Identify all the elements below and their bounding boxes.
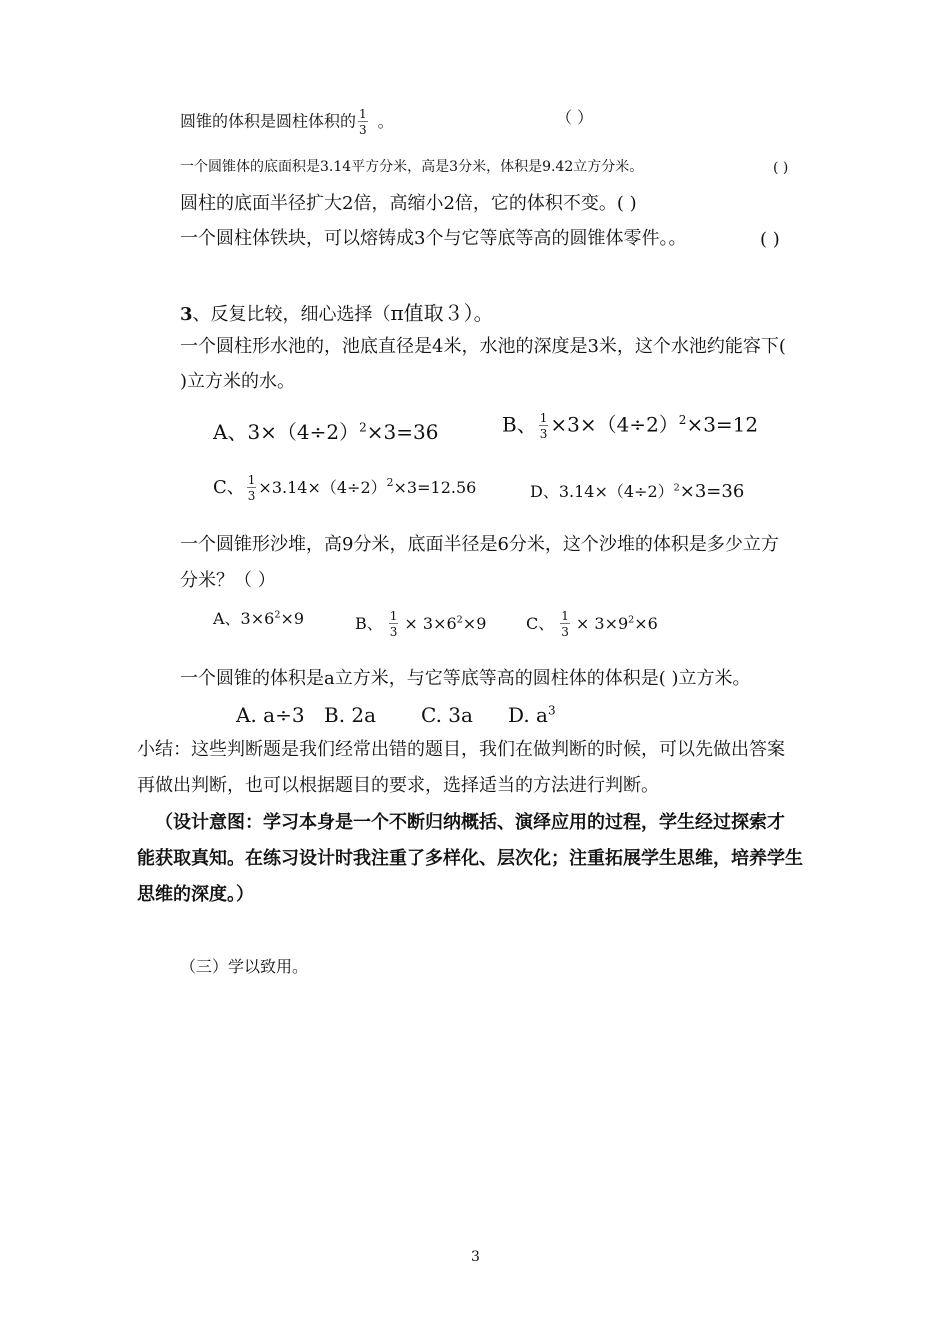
q3-option-d[interactable]: D. $a^3$ (508, 703, 556, 727)
page-number: 3 (471, 1249, 480, 1265)
summary-line-2: 再做出判断，也可以根据题目的要求，选择适当的方法进行判断。 (137, 775, 659, 796)
q3-line-1: 一个圆锥的体积是a立方米，与它等底等高的圆柱体的体积是( )立方米。 (180, 668, 751, 689)
fraction-one-third: $\frac{1}{3}$ (359, 107, 367, 137)
fraction-one-third: $\frac{1}{3}$ (561, 609, 569, 639)
q2-option-b[interactable]: B、 $\frac{1}{3}$ × $3\times 6^2\times 9$ (355, 609, 487, 639)
fraction-one-third: $\frac{1}{3}$ (247, 473, 256, 503)
q2-option-a[interactable]: A、$3\times 6^2\times 9$ (213, 608, 305, 628)
fraction-one-third: $\frac{1}{3}$ (539, 411, 548, 441)
judgment-2-answer-paren[interactable]: ( ) (773, 160, 789, 176)
q2-line-2: 分米？（ ） (180, 570, 276, 591)
design-intent-line-1: （设计意图：学习本身是一个不断归纳概括、演绎应用的过程，学生经过探索才 (155, 812, 785, 833)
judgment-3: 圆柱的底面半径扩大2倍，高缩小2倍，它的体积不变。( ) (180, 193, 637, 214)
q2-option-c[interactable]: C、 $\frac{1}{3}$ × $3\times 9^2\times 6$ (526, 609, 658, 639)
section-3-title: 3、反复比较，细心选择（π值取３）。 (180, 301, 494, 325)
q1-option-d[interactable]: D、$3.14\times(4\div 2)^2\times 3=36$ (530, 481, 745, 502)
judgment-4-answer-paren[interactable]: ( ) (760, 229, 780, 250)
judgment-4: 一个圆柱体铁块，可以熔铸成3个与它等底等高的圆锥体零件。。 (180, 228, 687, 249)
design-intent-line-2: 能获取真知。在练习设计时我注重了多样化、层次化；注重拓展学生思维，培养学生 (137, 848, 803, 869)
fraction-one-third: $\frac{1}{3}$ (389, 609, 398, 639)
q1-option-c[interactable]: C、 $\frac{1}{3}$ $\times 3.14\times(4\div 2)^2\times 3=12.56$ (213, 473, 477, 503)
q3-option-a[interactable]: A. a÷3 (236, 703, 305, 727)
judgment-2: 一个圆锥体的底面积是3.14平方分米，高是3分米，体积是9.42立方分米。 (180, 159, 644, 175)
q3-option-c[interactable]: C. 3a (421, 703, 473, 727)
q2-line-1: 一个圆锥形沙堆，高9分米，底面半径是6分米，这个沙堆的体积是多少立方 (180, 534, 779, 555)
q1-line-1: 一个圆柱形水池的，池底直径是4米，水池的深度是3米，这个水池约能容下( (180, 336, 786, 357)
judgment-1-answer-paren[interactable]: （ ） (556, 108, 594, 127)
q1-line-2: )立方米的水。 (180, 371, 296, 392)
q1-option-b[interactable]: B、 $\frac{1}{3}$ $\times 3\times(4\div 2)^2\times 3=12$ (502, 411, 759, 441)
q3-option-b[interactable]: B. 2a (324, 703, 377, 727)
design-intent-line-3: 思维的深度。） (137, 884, 254, 905)
judgment-1: 圆锥的体积是圆柱体积的 $\frac{1}{3}$ 。 (180, 107, 394, 137)
q1-option-a[interactable]: A、$3\times(4\div 2)^2\times 3=36$ (213, 420, 439, 444)
section-three-heading: （三）学以致用。 (180, 957, 309, 976)
summary-line-1: 小结：这些判断题是我们经常出错的题目，我们在做判断的时候，可以先做出答案 (137, 739, 785, 760)
